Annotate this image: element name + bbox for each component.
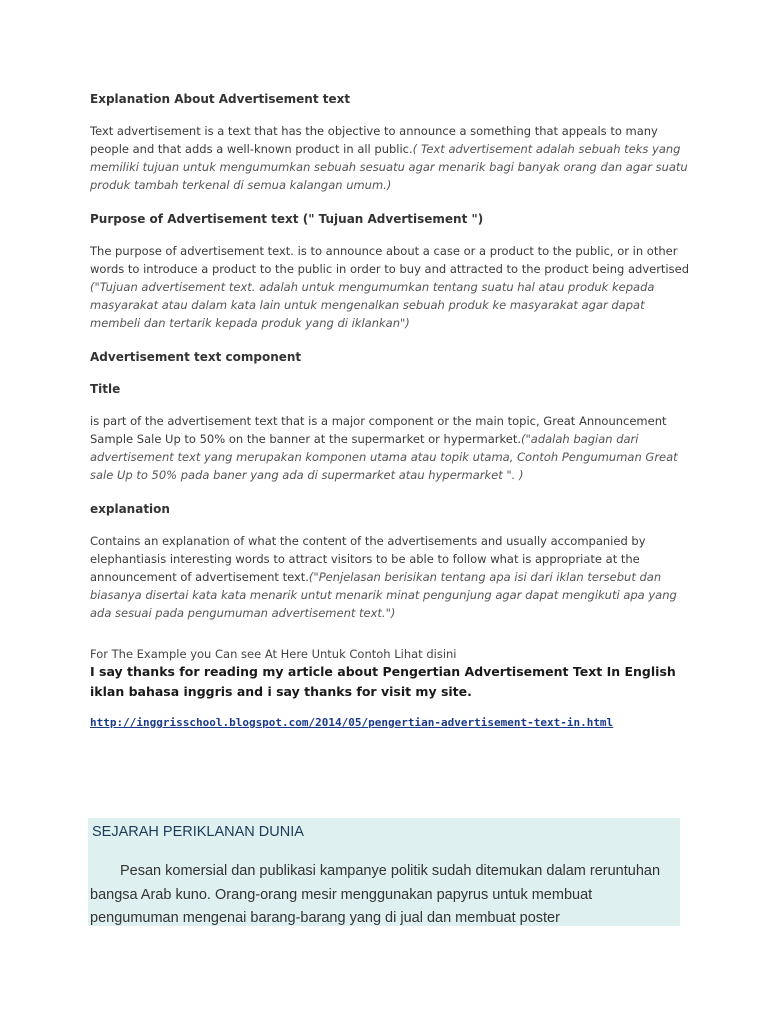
paragraph-title-en: is part of the advertisement text that is a major component or the main topic, Great Announcement Sample Sale Up to 50% on the banner at the supermarket or hypermarket. [90,414,667,446]
heading-component: Advertisement text component [90,350,302,364]
history-box [88,818,680,926]
paragraph-explanation-id: ( Text advertisement adalah sebuah teks yang memiliki tujuan untuk mengumumkan sebuah sesuatu agar menarik bagi banyak orang dan agar suatu produk tambah terkenal di semua kalangan umum.) [90,142,688,192]
heading-explanation: Explanation About Advertisement text [90,92,351,106]
paragraph-purpose [90,242,690,332]
paragraph-explanation-section-id: ("Penjelasan berisikan tentang apa isi dari iklan tersebut dan biasanya disertai kata kata menarik untut menarik minat pengunjung agar dapat mengikuti apa yang ada sesuai pada pengumuman advertisement text.") [90,570,677,620]
heading-explanation-section: explanation [90,502,170,516]
paragraph-purpose-en: The purpose of advertisement text. is to announce about a case or a product to the public, or in other words to introduce a product to the public in order to buy and attracted to the product being advertised [90,244,689,276]
paragraph-explanation-section [90,532,690,622]
heading-purpose: Purpose of Advertisement text (" Tujuan Advertisement ") [90,212,484,226]
history-box-text [90,860,676,931]
history-box-title: SEJARAH PERIKLANAN DUNIA [92,824,304,840]
paragraph-explanation [90,122,690,194]
paragraph-explanation-section-en: Contains an explanation of what the content of the advertisements and usually accompanied by elephantiasis interesting words to attract visitors to be able to follow what is appropriate at the announcement of advertisement text. [90,534,646,584]
paragraph-purpose-id: ("Tujuan advertisement text. adalah untuk mengumumkan tentang suatu hal atau produk kepada masyarakat atau dalam kata lain untuk mengenalkan sebuah produk ke masyarakat agar dapat membeli dan tertarik kepada produk yang di iklankan") [90,280,655,330]
document-body [90,92,690,730]
paragraph-title-id: ("adalah bagian dari advertisement text yang merupakan komponen utama atau topik utama, Contoh Pengumuman Great sale Up to 50% pada baner yang ada di supermarket atau hypermarket ". ) [90,432,678,482]
heading-title: Title [90,382,121,396]
example-text: For The Example you Can see At Here Untuk Contoh Lihat disini [90,647,457,661]
article-link[interactable]: http://inggrisschool.blogspot.com/2014/05/pengertian-advertisement-text-in.html [90,716,614,729]
history-box-paragraph: Pesan komersial dan publikasi kampanye politik sudah ditemukan dalam reruntuhan bangsa Arab kuno. Orang-orang mesir menggunakan papyrus untuk membuat pengumuman mengenai barang-barang yang di jual dan membuat poster [90,863,661,926]
paragraph-explanation-en: Text advertisement is a text that has the objective to announce a something that appeals to many people and that adds a well-known product in all public. [90,124,658,156]
thanks-text: I say thanks for reading my article about Pengertian Advertisement Text In English iklan bahasa inggris and i say thanks for visit my site. [90,664,676,699]
paragraph-title [90,412,690,484]
